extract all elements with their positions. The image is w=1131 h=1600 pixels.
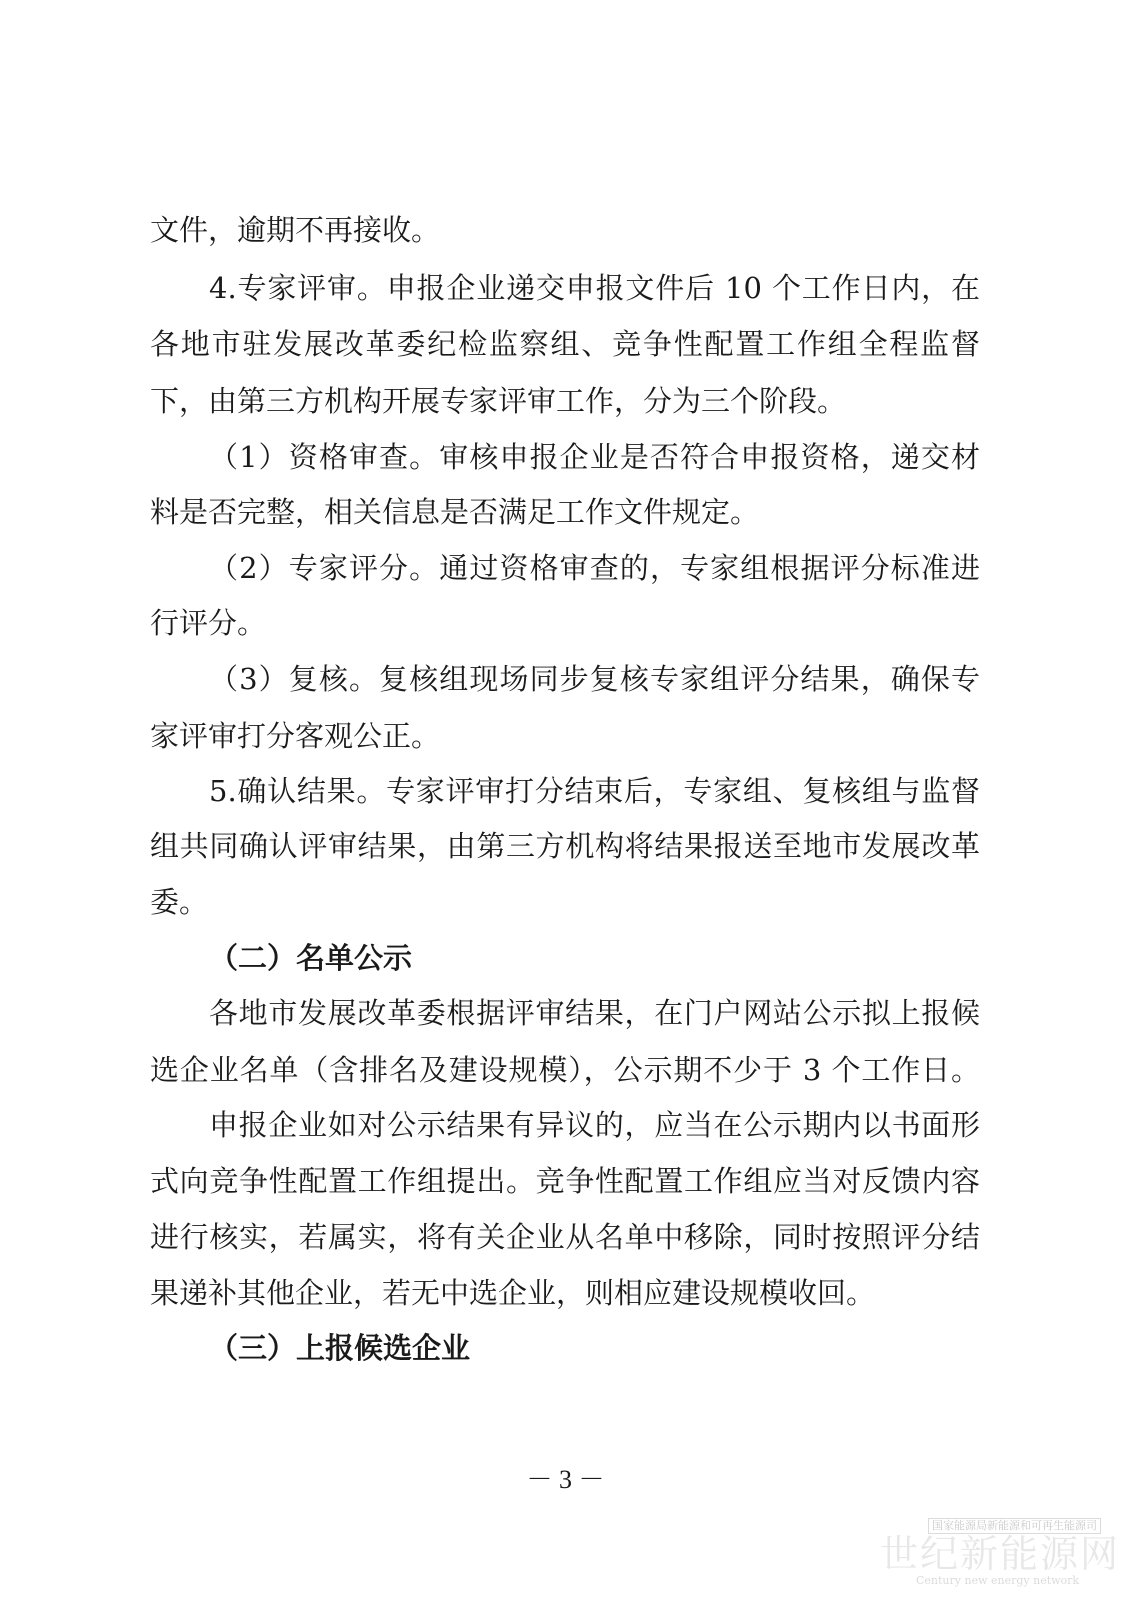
body-line: 组共同确认评审结果，由第三方机构将结果报送至地市发展改革 xyxy=(150,829,980,863)
body-line: 下，由第三方机构开展专家评审工作，分为三个阶段。 xyxy=(150,384,847,418)
watermark-brand: 世纪新能源网 xyxy=(880,1532,1121,1576)
body-line: 式向竞争性配置工作组提出。竞争性配置工作组应当对反馈内容 xyxy=(150,1164,980,1198)
watermark-english: Century new energy network xyxy=(916,1574,1080,1587)
body-line: 选企业名单（含排名及建设规模），公示期不少于 3 个工作日。 xyxy=(150,1053,980,1087)
body-line: （1）资格审查。审核申报企业是否符合申报资格，递交材 xyxy=(209,440,980,474)
body-line: 家评审打分客观公正。 xyxy=(150,719,441,753)
body-line: 委。 xyxy=(150,885,209,919)
body-line: 5.确认结果。专家评审打分结束后，专家组、复核组与监督 xyxy=(209,774,980,808)
watermark-tagline: 国家能源局新能源和可再生能源司 xyxy=(928,1518,1101,1534)
section-heading: （二）名单公示 xyxy=(209,941,413,975)
body-line: （3）复核。复核组现场同步复核专家组评分结果，确保专 xyxy=(209,662,980,696)
body-line: 各地市发展改革委根据评审结果，在门户网站公示拟上报候 xyxy=(209,996,980,1030)
body-line: 4.专家评审。申报企业递交申报文件后 10 个工作日内，在 xyxy=(209,271,980,305)
body-line: 果递补其他企业，若无中选企业，则相应建设规模收回。 xyxy=(150,1276,876,1310)
body-line: 料是否完整，相关信息是否满足工作文件规定。 xyxy=(150,495,760,529)
page-number: － 3 － xyxy=(526,1465,605,1494)
watermark-logo xyxy=(880,1518,1121,1588)
body-line: 进行核实，若属实，将有关企业从名单中移除，同时按照评分结 xyxy=(150,1220,980,1254)
section-heading: （三）上报候选企业 xyxy=(209,1331,471,1365)
body-line: 行评分。 xyxy=(150,606,267,640)
body-line: 各地市驻发展改革委纪检监察组、竞争性配置工作组全程监督 xyxy=(150,327,980,361)
body-line: 文件，逾期不再接收。 xyxy=(150,213,441,247)
body-line: 申报企业如对公示结果有异议的，应当在公示期内以书面形 xyxy=(209,1108,980,1142)
body-line: （2）专家评分。通过资格审查的，专家组根据评分标准进 xyxy=(209,551,980,585)
